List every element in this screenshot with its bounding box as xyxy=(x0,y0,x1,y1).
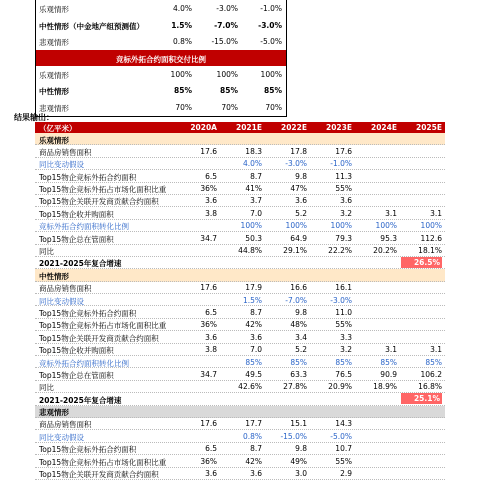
table-cell: 4.0% xyxy=(242,159,262,169)
table-cell: 3.1 xyxy=(430,345,442,355)
year-header: 2021E xyxy=(236,123,262,132)
row-label: 同比变动假设 xyxy=(39,160,84,170)
table-row xyxy=(35,170,445,182)
assumption-row xyxy=(36,82,286,99)
table-cell: 44.8% xyxy=(238,246,262,256)
table-cell: 100% xyxy=(285,221,307,231)
table-cell: 64.9 xyxy=(290,233,307,243)
table-cell: 18.3 xyxy=(245,146,262,156)
table-cell: 27.8% xyxy=(283,382,307,392)
table-cell: 3.8 xyxy=(205,208,217,218)
assumption-value: 0.8% xyxy=(172,37,192,47)
assumption-value: -3.0% xyxy=(258,20,282,30)
assumption-row xyxy=(36,33,286,50)
assumption-value: 85% xyxy=(174,86,192,96)
table-row xyxy=(35,220,445,232)
scenario-label: 中性情形 xyxy=(39,87,69,97)
table-cell: 55% xyxy=(335,456,352,466)
row-label: Top15物企总在管面积 xyxy=(39,370,114,380)
year-header: 2022E xyxy=(281,123,307,132)
row-label: 商品房销售面积 xyxy=(39,284,92,294)
table-row xyxy=(35,195,445,207)
table-cell: 3.6 xyxy=(250,332,262,342)
table-cell: 34.7 xyxy=(200,233,217,243)
year-header: 2024E xyxy=(371,123,397,132)
table-cell: 6.5 xyxy=(205,444,217,454)
assumption-row xyxy=(36,17,286,34)
row-label: Top15物企关联开发商贡献合约面积 xyxy=(39,333,159,343)
table-cell: 41% xyxy=(245,184,262,194)
table-cell: 3.6 xyxy=(205,332,217,342)
assumption-value: 100% xyxy=(260,69,282,79)
table-cell: 8.7 xyxy=(250,171,262,181)
table-cell: 36% xyxy=(200,456,217,466)
table-cell: 42.6% xyxy=(238,382,262,392)
table-row xyxy=(35,306,445,318)
table-cell: 85% xyxy=(380,357,397,367)
row-label: 同比变动假设 xyxy=(39,432,84,442)
scenario-label: 中性情形（中金地产组预测值） xyxy=(39,21,144,31)
assumption-value: -5.0% xyxy=(260,37,282,47)
row-label: 2021-2025年复合增速 xyxy=(39,259,122,269)
table-cell: 3.6 xyxy=(205,469,217,479)
table-cell: 17.8 xyxy=(290,146,307,156)
table-row xyxy=(35,368,445,380)
result-title: 结果输出： xyxy=(14,113,54,122)
table-row xyxy=(35,430,445,442)
table-cell: 76.5 xyxy=(335,369,352,379)
assumption-row xyxy=(36,0,286,17)
row-label: Top15物企竞标外拓合约面积 xyxy=(39,172,137,182)
table-row xyxy=(35,232,445,244)
table-row xyxy=(35,468,445,480)
table-cell: -15.0% xyxy=(280,431,307,441)
table-cell: 3.1 xyxy=(385,345,397,355)
table-cell: 15.1 xyxy=(290,419,307,429)
table-cell: 8.7 xyxy=(250,307,262,317)
table-cell: 36% xyxy=(200,184,217,194)
table-cell: 85% xyxy=(245,357,262,367)
table-cell: 36% xyxy=(200,320,217,330)
assumption-value: 4.0% xyxy=(172,4,192,13)
table-cell: 42% xyxy=(245,320,262,330)
table-cell: 90.9 xyxy=(380,369,397,379)
table-cell: 5.2 xyxy=(295,208,307,218)
table-cell: 11.0 xyxy=(335,307,352,317)
assumption-value: -1.0% xyxy=(260,4,282,13)
table-cell: 9.8 xyxy=(295,444,307,454)
table-cell: 95.3 xyxy=(380,233,397,243)
table-cell: 10.7 xyxy=(335,444,352,454)
table-cell: 6.5 xyxy=(205,307,217,317)
assumption-value: 70% xyxy=(175,102,192,112)
table-cell: 22.2% xyxy=(328,246,352,256)
table-cell: 3.2 xyxy=(340,208,352,218)
row-label: Top15物企竞标外拓占市场化面积比重 xyxy=(39,457,167,467)
assumption-value: 1.5% xyxy=(171,20,192,30)
row-label: 2021-2025年复合增速 xyxy=(39,395,122,405)
row-label: Top15物企关联开发商贡献合约面积 xyxy=(39,470,159,480)
row-label: 中性情形 xyxy=(39,271,69,281)
table-cell: 2.9 xyxy=(340,469,352,479)
table-cell: 3.6 xyxy=(250,469,262,479)
year-header: 2023E xyxy=(326,123,352,132)
table-cell: 20.2% xyxy=(373,246,397,256)
table-cell: 85% xyxy=(335,357,352,367)
row-label: 商品房销售面积 xyxy=(39,147,92,157)
row-label: 同比 xyxy=(39,383,54,393)
assumption-row xyxy=(36,99,286,116)
table-cell: 17.9 xyxy=(245,283,262,293)
table-cell: 3.8 xyxy=(205,345,217,355)
unit-label: （亿平米） xyxy=(39,124,77,133)
row-label: Top15物企收并购面积 xyxy=(39,346,114,356)
assumption-row xyxy=(36,66,286,83)
scenario-section-row xyxy=(35,269,445,281)
table-cell: -3.0% xyxy=(330,295,352,305)
assumption-value: 85% xyxy=(220,86,238,96)
table-cell: 8.7 xyxy=(250,444,262,454)
table-cell: -5.0% xyxy=(330,431,352,441)
cagr-value: 26.5% xyxy=(401,257,442,268)
cagr-value: 25.1% xyxy=(401,393,442,404)
table-cell: 50.3 xyxy=(245,233,262,243)
row-label: Top15物企竞标外拓合约面积 xyxy=(39,308,137,318)
table-row xyxy=(35,455,445,467)
table-cell: 17.6 xyxy=(335,146,352,156)
assumption-value: 70% xyxy=(265,102,282,112)
row-label: Top15物企竞标外拓占市场化面积比重 xyxy=(39,321,167,331)
table-cell: 17.7 xyxy=(245,419,262,429)
year-header: 2025E xyxy=(416,123,442,132)
table-cell: -3.0% xyxy=(285,159,307,169)
row-label: 竞标外拓合约面积转化比例 xyxy=(39,358,129,368)
scenario-section-row xyxy=(35,406,445,418)
table-cell: 5.2 xyxy=(295,345,307,355)
scenario-label: 悲观情形 xyxy=(39,103,69,113)
table-cell: 112.6 xyxy=(420,233,442,243)
assumption-value: 70% xyxy=(221,102,238,112)
table-cell: 49.5 xyxy=(245,369,262,379)
table-cell: 3.6 xyxy=(205,196,217,206)
table-cell: 3.6 xyxy=(295,196,307,206)
table-cell: 106.2 xyxy=(420,369,442,379)
delivery-ratio-header: 竞标外拓合约面积交付比例 xyxy=(36,50,286,66)
table-cell: 3.2 xyxy=(340,345,352,355)
row-label: 乐观情形 xyxy=(39,135,69,145)
row-label: Top15物企竞标外拓占市场化面积比重 xyxy=(39,185,167,195)
table-row xyxy=(35,331,445,343)
assumption-value: 85% xyxy=(264,86,282,96)
table-cell: 3.6 xyxy=(340,196,352,206)
table-row xyxy=(35,356,445,368)
table-row xyxy=(35,393,445,405)
table-cell: 9.8 xyxy=(295,171,307,181)
table-cell: 18.9% xyxy=(373,382,397,392)
table-cell: 1.5% xyxy=(242,295,262,305)
scenario-label: 悲观情形 xyxy=(39,38,69,48)
table-cell: 16.8% xyxy=(418,382,442,392)
table-cell: 7.0 xyxy=(250,208,262,218)
table-row xyxy=(35,183,445,195)
row-label: 悲观情形 xyxy=(39,408,69,418)
table-cell: 3.0 xyxy=(295,469,307,479)
table-cell: 63.3 xyxy=(290,369,307,379)
table-cell: -1.0% xyxy=(330,159,352,169)
scenario-section-row xyxy=(35,133,445,145)
table-cell: 48% xyxy=(290,320,307,330)
row-label: Top15物企关联开发商贡献合约面积 xyxy=(39,197,159,207)
table-cell: 16.1 xyxy=(335,283,352,293)
table-row xyxy=(35,294,445,306)
scenario-label: 乐观情形 xyxy=(39,5,69,14)
assumption-value: 100% xyxy=(170,69,192,79)
table-cell: 17.6 xyxy=(200,146,217,156)
assumption-table xyxy=(35,0,287,117)
table-cell: 100% xyxy=(240,221,262,231)
table-cell: 34.7 xyxy=(200,369,217,379)
table-row xyxy=(35,381,445,393)
table-row xyxy=(35,443,445,455)
table-row xyxy=(35,418,445,430)
row-label: Top15物企收并购面积 xyxy=(39,209,114,219)
table-cell: 100% xyxy=(330,221,352,231)
result-table-header xyxy=(35,122,445,133)
table-cell: 85% xyxy=(425,357,442,367)
row-label: 竞标外拓合约面积转化比例 xyxy=(39,222,129,232)
table-row xyxy=(35,344,445,356)
table-cell: -7.0% xyxy=(285,295,307,305)
table-cell: 42% xyxy=(245,456,262,466)
table-cell: 3.3 xyxy=(340,332,352,342)
table-cell: 100% xyxy=(375,221,397,231)
table-cell: 7.0 xyxy=(250,345,262,355)
table-cell: 3.1 xyxy=(385,208,397,218)
assumption-value: 100% xyxy=(216,69,238,79)
table-cell: 17.6 xyxy=(200,283,217,293)
table-cell: 3.1 xyxy=(430,208,442,218)
row-label: 同比变动假设 xyxy=(39,296,84,306)
year-header: 2020A xyxy=(190,123,217,132)
table-cell: 20.9% xyxy=(328,382,352,392)
table-row xyxy=(35,245,445,257)
row-label: 商品房销售面积 xyxy=(39,420,92,430)
table-cell: 29.1% xyxy=(283,246,307,256)
table-row xyxy=(35,145,445,157)
table-row xyxy=(35,282,445,294)
table-cell: 18.1% xyxy=(418,246,442,256)
table-cell: 85% xyxy=(290,357,307,367)
table-cell: 55% xyxy=(335,184,352,194)
table-cell: 3.7 xyxy=(250,196,262,206)
table-row xyxy=(35,207,445,219)
table-cell: 79.3 xyxy=(335,233,352,243)
table-cell: 49% xyxy=(290,456,307,466)
row-label: Top15物企竞标外拓合约面积 xyxy=(39,445,137,455)
table-cell: 14.3 xyxy=(335,419,352,429)
table-cell: 55% xyxy=(335,320,352,330)
table-cell: 6.5 xyxy=(205,171,217,181)
table-cell: 47% xyxy=(290,184,307,194)
scenario-label: 乐观情形 xyxy=(39,70,69,80)
table-row xyxy=(35,257,445,269)
table-row xyxy=(35,158,445,170)
table-cell: 17.6 xyxy=(200,419,217,429)
assumption-value: -3.0% xyxy=(216,4,238,13)
row-label: 同比 xyxy=(39,247,54,257)
table-cell: 100% xyxy=(420,221,442,231)
table-cell: 3.4 xyxy=(295,332,307,342)
table-row xyxy=(35,319,445,331)
result-table xyxy=(35,122,445,480)
row-label: Top15物企总在管面积 xyxy=(39,234,114,244)
table-cell: 9.8 xyxy=(295,307,307,317)
table-cell: 0.8% xyxy=(242,431,262,441)
assumption-value: -15.0% xyxy=(211,37,238,47)
assumption-value: -7.0% xyxy=(214,20,238,30)
table-cell: 11.3 xyxy=(335,171,352,181)
table-cell: 16.6 xyxy=(290,283,307,293)
